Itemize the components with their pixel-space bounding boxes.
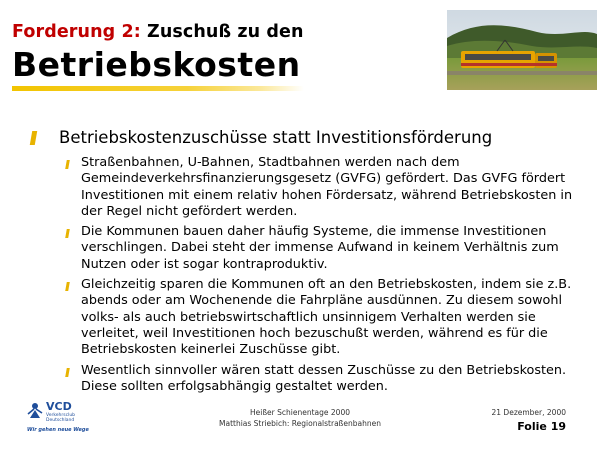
list-item bbox=[66, 363, 586, 396]
tram-photo bbox=[447, 10, 597, 90]
logo-line2: Deutschland bbox=[46, 418, 75, 423]
footer-right bbox=[492, 407, 567, 436]
footer-author: Matthias Striebich: Regionalstraßenbahnen bbox=[219, 419, 381, 428]
bullet-icon bbox=[65, 229, 70, 238]
logo-name: VCD bbox=[46, 400, 72, 413]
main-bullet-text: Betriebskostenzuschüsse statt Investitionsförderung bbox=[59, 128, 493, 147]
slide-number: Folie 19 bbox=[517, 420, 566, 433]
logo-tagline: Wir gehen neue Wege bbox=[27, 427, 89, 433]
vcd-logo bbox=[26, 398, 98, 434]
sub-bullet-text: Wesentlich sinnvoller wären statt dessen Zuschüsse zu den Betriebskosten. Diese sollten erfolgsabhängig gestaltet werden. bbox=[81, 362, 567, 394]
sub-bullet-text: Gleichzeitig sparen die Kommunen oft an den Betriebskosten, indem sie z.B. abends oder am Wochenende die Fahrpläne ausdünnen. Zu diesem sowohl volks- als auch betriebswirtschaftlich unsinnigem Verhalten werden sie verleitet, weil Investitionen hoch bezuschußt werden, während es für die Betriebskosten keinerlei Zuschüsse gibt. bbox=[81, 277, 572, 358]
slide-title-main: Betriebskosten bbox=[12, 45, 301, 84]
list-item bbox=[30, 128, 590, 148]
slide-title-line1 bbox=[12, 22, 304, 42]
bullet-icon bbox=[65, 282, 70, 291]
logo-line1: Verkehrsclub bbox=[46, 413, 76, 418]
sub-bullet-text: Die Kommunen bauen daher häufig Systeme, die immense Investitionen verschlingen. Dabei steht der immense Aufwand in keinem Verhältnis zum Nutzen oder ist sogar kontraproduktiv. bbox=[81, 224, 559, 272]
footer-center bbox=[205, 407, 395, 429]
title-rest: Zuschuß zu den bbox=[140, 22, 304, 42]
sub-bullet-text: Straßenbahnen, U-Bahnen, Stadtbahnen werden nach dem Gemeindeverkehrsfinanzierungsgesetz (GVFG) gefördert. Das GVFG fördert Investitionen mit einem relativ hohen Fördersatz, während Betriebskosten in der Regel nicht gefördert werden. bbox=[81, 155, 573, 219]
sub-bullet-list bbox=[66, 155, 586, 399]
title-underline bbox=[12, 86, 304, 91]
bullet-icon bbox=[65, 160, 70, 169]
bullet-icon bbox=[65, 368, 70, 377]
footer-event: Heißer Schienentage 2000 bbox=[250, 408, 350, 417]
title-label: Forderung 2: bbox=[12, 22, 141, 42]
footer-date: 21 Dezember, 2000 bbox=[491, 408, 566, 417]
list-item bbox=[66, 155, 586, 220]
list-item bbox=[66, 224, 586, 273]
main-bullet-list bbox=[30, 128, 590, 155]
bullet-icon bbox=[30, 131, 37, 145]
list-item bbox=[66, 277, 586, 358]
